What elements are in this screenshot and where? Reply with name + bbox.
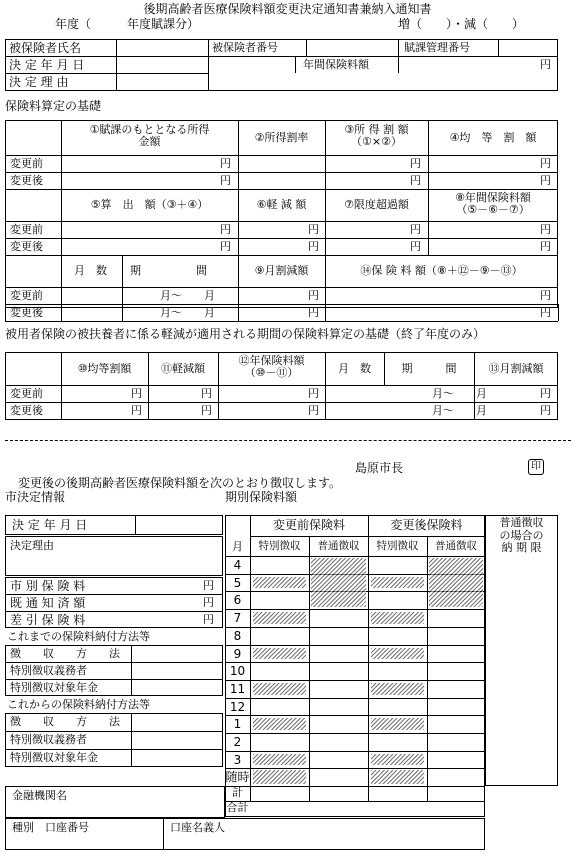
month-row-divider [225, 609, 485, 610]
left-decision-date-label: 決 定 年 月 日 [12, 518, 88, 532]
yen-label: 円 [540, 223, 551, 236]
mayor-label: 島原市長 [355, 461, 404, 475]
already-notified-label: 既 通 知 済 額 [10, 596, 86, 610]
hatched-cell [253, 577, 306, 589]
yen-label: 円 [308, 404, 319, 417]
col6-header: ⑥軽 減 額 [256, 198, 307, 211]
yen-label: 円 [131, 387, 142, 400]
deadline-header: 普通徴収 の場合の 納 期 限 [499, 516, 544, 555]
month-label: 随時 [225, 770, 250, 785]
yen-label: 円 [540, 157, 551, 170]
deadline-column [485, 515, 558, 786]
month-row-divider [225, 645, 485, 646]
period-premium-label: 期別保険料額 [225, 490, 298, 504]
fuka-number-label: 賦課管理番号 [404, 41, 470, 54]
yen-label: 円 [540, 404, 551, 417]
hatched-cell [253, 683, 306, 695]
col14-header: ⑭保 険 料 額（⑧＋⑫－⑨－⑬） [360, 264, 523, 277]
hatched-cell [371, 612, 424, 624]
month-label: 9 [233, 646, 242, 661]
yen-label: 円 [410, 157, 421, 170]
decision-reason-label: 決 定 理 由 [9, 75, 69, 89]
month-count-header: 月 数 [74, 264, 107, 277]
hatched-cell [371, 648, 424, 660]
month-row-divider [225, 680, 485, 681]
month-row-divider [225, 768, 485, 769]
future-collection-method-label: 徴 収 方 法 [10, 715, 120, 728]
row-before-3: 変更前 [10, 289, 43, 302]
future-special-obligor-label: 特別徴収義務者 [10, 733, 87, 746]
yen-label: 円 [540, 289, 551, 302]
month-label: 12 [229, 699, 246, 714]
total-label: 計 [232, 786, 243, 799]
col12-header: ⑫年保険料額 （⑩－⑪） [238, 354, 305, 380]
dep-row-before: 変更前 [10, 387, 43, 400]
month-label: 2 [233, 735, 242, 749]
dep-period-header: 期 間 [401, 362, 457, 375]
row-after-3: 変更後 [10, 306, 43, 319]
row-before-1: 変更前 [10, 157, 43, 170]
hatched-cell [371, 718, 424, 730]
past-method-label: これまでの保険料納付方法等 [7, 630, 150, 643]
month-label: 3 [233, 752, 242, 767]
month-label: 11 [229, 681, 246, 696]
month-label: 8 [233, 628, 242, 643]
account-holder-label: 口座名義人 [170, 821, 225, 834]
before-normal-header: 普通徴収 [317, 540, 360, 552]
period-value: 月～ 月 [160, 306, 215, 319]
document-title: 後期高齢者医療保険料額変更決定通知書兼納入通知書 [143, 2, 432, 16]
city-premium-label: 市 別 保 険 料 [10, 579, 86, 593]
yen-label: 円 [220, 174, 231, 187]
month-label: 5 [233, 575, 242, 590]
account-type-label: 種別 口座番号 [12, 821, 89, 834]
yen-label: 円 [308, 240, 319, 253]
bank-institution-label: 金融機関名 [12, 789, 67, 802]
yen-label: 円 [540, 240, 551, 253]
yen-label: 円 [131, 404, 142, 417]
cut-line [5, 440, 571, 441]
col3-header: ③所 得 割 額 （①×②） [344, 123, 409, 149]
yen-label: 円 [201, 387, 212, 400]
col7-header: ⑦限度超過額 [344, 198, 409, 211]
future-special-pension-label: 特別徴収対象年金 [10, 751, 98, 764]
top-info-table [5, 39, 558, 91]
past-collection-method-label: 徴 収 方 法 [10, 647, 120, 660]
decision-date-label: 決 定 年 月 日 [9, 58, 85, 72]
past-special-pension-label: 特別徴収対象年金 [10, 681, 98, 694]
seal-mark: 印 [528, 459, 544, 475]
col13-header: ⑬月割減額 [488, 362, 544, 375]
yen-label: 円 [203, 613, 214, 626]
row-after-2: 変更後 [10, 240, 43, 253]
after-premium-header: 変更後保険料 [390, 518, 463, 532]
hatched-cell [253, 770, 306, 784]
period-value: 月～ 月 [160, 289, 215, 302]
period-value: 月～ 月 [432, 404, 487, 417]
month-label: 6 [233, 593, 242, 608]
col5-header: ⑤算 出 額（③＋④） [90, 198, 209, 211]
before-special-header: 特別徴収 [258, 540, 301, 552]
yen-label: 円 [203, 596, 214, 609]
dep-month-count-header: 月 数 [338, 362, 371, 375]
month-row-divider [225, 733, 485, 734]
month-row-divider [225, 627, 485, 628]
month-label: 7 [233, 611, 242, 626]
hatched-cell [371, 683, 424, 695]
hatched-cell [311, 558, 366, 607]
grand-total-row [225, 801, 485, 817]
col8-header: ⑧年間保険料額 （⑤－⑥－⑦） [455, 191, 531, 217]
hatched-cell [253, 648, 306, 660]
after-special-header: 特別徴収 [376, 540, 419, 552]
before-premium-header: 変更前保険料 [272, 518, 345, 532]
col2-header: ②所得割率 [254, 131, 309, 144]
past-special-obligor-label: 特別徴収義務者 [10, 664, 87, 677]
month-row-divider [225, 698, 485, 699]
yen-label: 円 [540, 174, 551, 187]
month-label: 1 [233, 717, 242, 732]
col9-header: ⑨月割減額 [254, 264, 309, 277]
grand-total-label: 合計 [226, 801, 249, 814]
row-before-2: 変更前 [10, 223, 43, 236]
month-row-divider [225, 715, 485, 716]
difference-label: 差 引 保 険 料 [10, 613, 86, 627]
yen-label: 円 [308, 387, 319, 400]
yen-label: 円 [540, 387, 551, 400]
col1-header: ①賦課のもととなる所得 金額 [89, 123, 210, 149]
hatched-cell [253, 754, 306, 766]
hatched-cell [371, 754, 424, 766]
yen-label: 円 [308, 306, 319, 319]
yen-label: 円 [410, 174, 421, 187]
yen-label: 円 [308, 289, 319, 302]
insured-number-label: 被保険者番号 [212, 41, 278, 54]
yen-label: 円 [220, 240, 231, 253]
after-normal-header: 普通徴収 [435, 540, 477, 552]
yen-label: 円 [203, 579, 214, 592]
month-row-divider [225, 662, 485, 663]
yen-label: 円 [220, 157, 231, 170]
row-after-1: 変更後 [10, 174, 43, 187]
future-method-label: これからの保険料納付方法等 [7, 698, 150, 711]
hatched-cell [371, 770, 424, 784]
dep-row-after: 変更後 [10, 404, 43, 417]
hatched-cell [371, 577, 424, 589]
annual-premium-yen: 円 [540, 58, 551, 71]
period-value: 月～ 月 [432, 387, 487, 400]
basis-section-title: 保険料算定の基礎 [5, 99, 102, 113]
month-header: 月 [232, 540, 243, 553]
hatched-cell [253, 612, 306, 624]
yen-label: 円 [410, 240, 421, 253]
hatched-cell [253, 718, 306, 730]
collection-message: 変更後の後期高齢者医療保険料額を次のとおり徴収します。 [18, 476, 342, 490]
left-decision-reason-label: 決定理由 [10, 539, 54, 552]
month-label: 10 [229, 664, 246, 679]
col10-header: ⑩均等割額 [77, 362, 132, 375]
col11-header: ⑪軽減額 [161, 362, 205, 375]
month-row-divider [225, 751, 485, 752]
month-label: 4 [233, 558, 242, 572]
city-info-label: 市決定情報 [5, 490, 66, 504]
col4-header: ④均 等 割 額 [449, 131, 537, 144]
fiscal-year-label: 年度（ 年度賦課分） [55, 17, 200, 31]
increase-decrease-label: 増（ ）・減（ ） [398, 17, 525, 31]
yen-label: 円 [201, 404, 212, 417]
yen-label: 円 [410, 223, 421, 236]
insured-name-label: 被保険者氏名 [9, 41, 82, 55]
hatched-cell [429, 558, 483, 607]
yen-label: 円 [308, 223, 319, 236]
period-header: 期 間 [130, 264, 207, 277]
yen-label: 円 [220, 223, 231, 236]
yen-label: 円 [540, 306, 551, 319]
dependent-section-title: 被用者保険の被扶養者に係る軽減が適用される期間の保険料算定の基礎（終了年度のみ） [5, 327, 486, 341]
annual-premium-label: 年間保険料額 [303, 58, 369, 71]
